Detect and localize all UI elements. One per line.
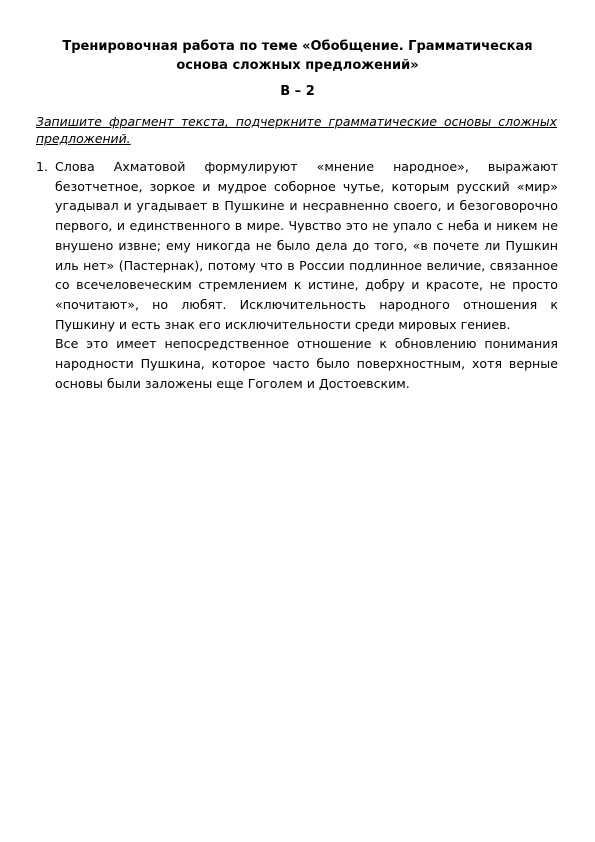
numbered-list [36,157,558,393]
variant-label: В – 2 [280,84,315,99]
list-item [36,157,558,393]
list-item-body [55,157,558,393]
document-title: Тренировочная работа по теме «Обобщение. Грамматическая основа сложных предложений» [62,39,533,73]
list-item-number: 1. [36,159,49,174]
text-paragraph: Все это имеет непосредственное отношение к обновлению понимания народности Пушкина, которое часто было поверхностным, хотя верные основы были заложены еще Гоголем и Достоевским. [55,336,558,391]
task-instruction: Запишите фрагмент текста, подчеркните грамматические основы сложных предложений. [36,114,557,146]
text-paragraph: Слова Ахматовой формулируют «мнение народное», выражают безотчетное, зоркое и мудрое соборное чутье, которым русский «мир» угадывал и угадывает в Пушкине и несравненно своего, и безоговорочно первого, и единственного в мире. Чувство это не упало с неба и никем не внушено извне; ему никогда не было дела до того, «в почете ли Пушкин иль нет» (Пастернак), потому что в России подлинное величие, связанное со всечеловеческим стремлением к истине, добру и красоте, не просто «почитают», но любят. Исключительность народного отношения к Пушкину и есть знак его исключительности среди мировых гениев. [55,159,558,332]
